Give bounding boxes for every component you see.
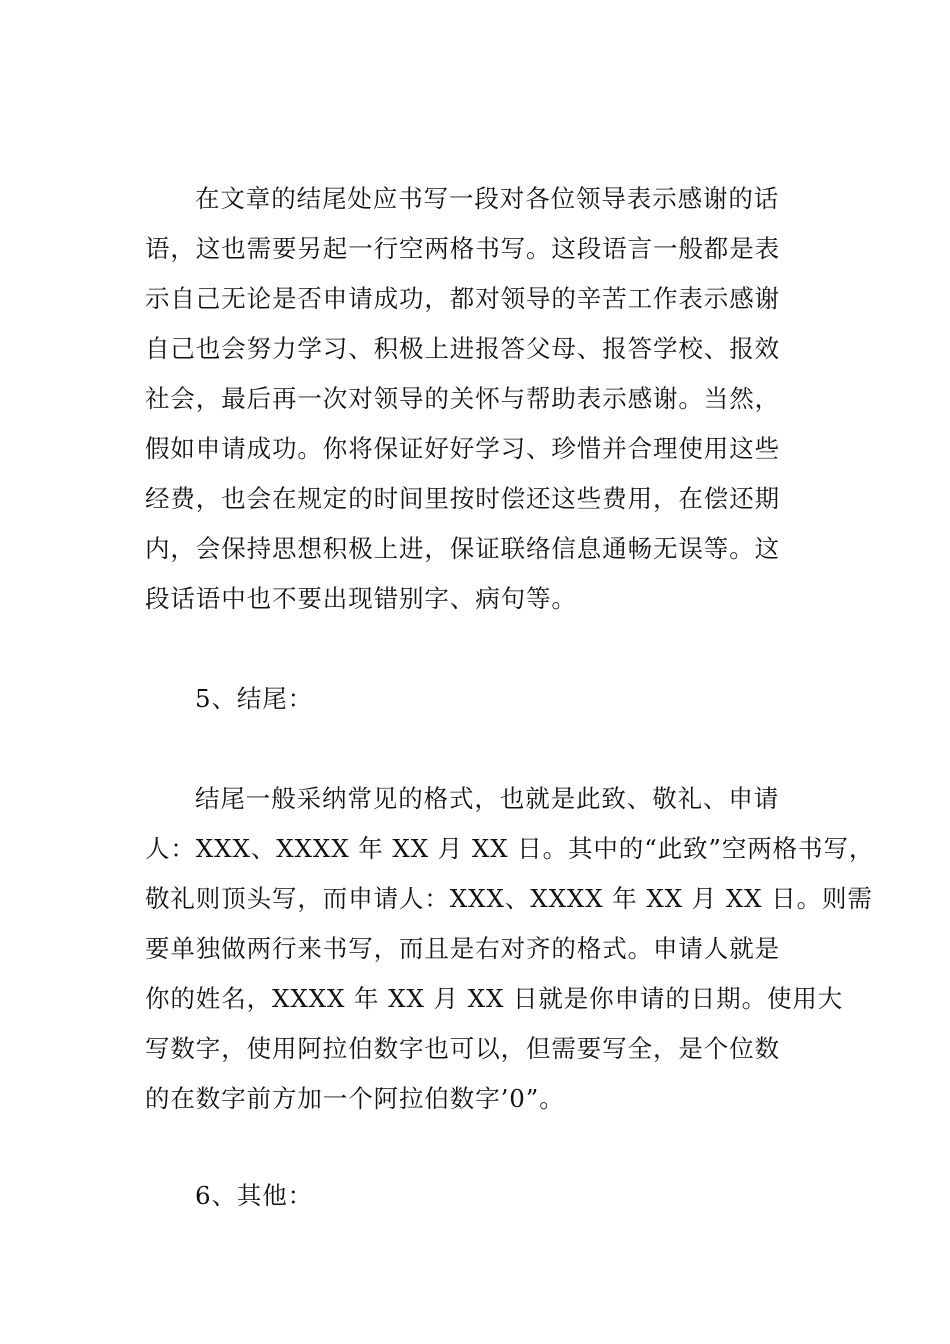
paragraph-ending-line: 写数字，使用阿拉伯数字也可以，但需要写全，是个位数 — [145, 1034, 780, 1063]
paragraph-thanks-line: 自己也会努力学习、积极上进报答父母、报答学校、报效 — [145, 334, 780, 363]
paragraph-thanks-line: 在文章的结尾处应书写一段对各位领导表示感谢的话 — [195, 184, 780, 213]
paragraph-ending-line: 敬礼则顶头写，而申请人：XXX、XXXX 年 XX 月 XX 日。则需 — [145, 884, 873, 913]
paragraph-thanks-line: 语，这也需要另起一行空两格书写。这段语言一般都是表 — [145, 234, 780, 263]
paragraph-ending-line: 要单独做两行来书写，而且是右对齐的格式。申请人就是 — [145, 934, 780, 963]
section-heading-6: 6、其他： — [195, 1181, 314, 1210]
section-heading-5: 5、结尾： — [195, 684, 314, 713]
paragraph-ending-line: 的在数字前方加一个阿拉伯数字’0”。 — [145, 1084, 565, 1113]
paragraph-ending-line: 结尾一般采纳常见的格式，也就是此致、敬礼、申请 — [195, 784, 780, 813]
paragraph-thanks-line: 假如申请成功。你将保证好好学习、珍惜并合理使用这些 — [145, 434, 780, 463]
paragraph-thanks-line: 经费，也会在规定的时间里按时偿还这些费用，在偿还期 — [145, 484, 780, 513]
paragraph-thanks-line: 内，会保持思想积极上进，保证联络信息通畅无误等。这 — [145, 534, 780, 563]
paragraph-thanks-line: 段话语中也不要出现错别字、病句等。 — [145, 584, 577, 613]
paragraph-ending-line: 人：XXX、XXXX 年 XX 月 XX 日。其中的“此致”空两格书写， — [145, 834, 875, 863]
paragraph-thanks-line: 社会，最后再一次对领导的关怀与帮助表示感谢。当然， — [145, 384, 780, 413]
paragraph-ending-line: 你的姓名，XXXX 年 XX 月 XX 日就是你申请的日期。使用大 — [145, 984, 844, 1013]
paragraph-thanks-line: 示自己无论是否申请成功，都对领导的辛苦工作表示感谢 — [145, 284, 780, 313]
